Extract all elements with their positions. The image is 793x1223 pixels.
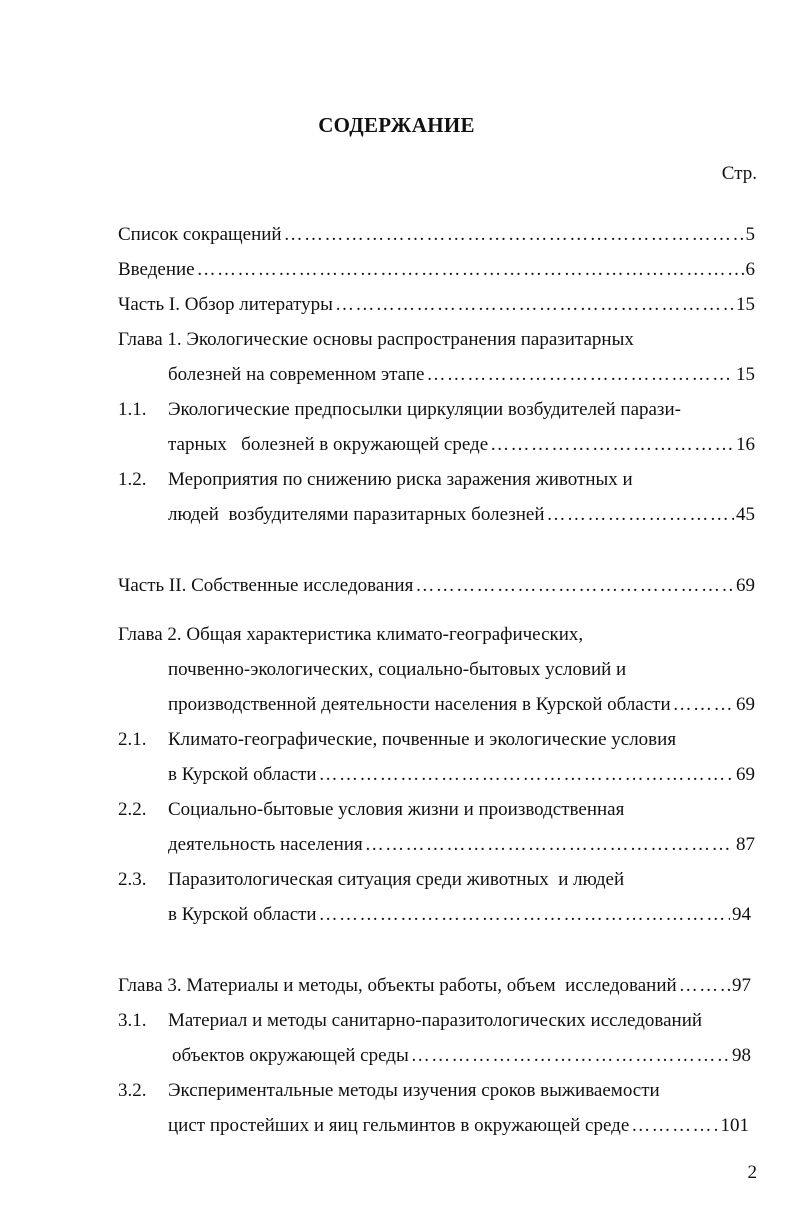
toc-entry-text: Мероприятия по снижению риска заражения животных и bbox=[168, 469, 633, 490]
toc-entry-section-3-2-line1 bbox=[118, 1079, 755, 1103]
toc-leader-dots bbox=[673, 693, 734, 717]
toc-entry-page: 69 bbox=[736, 575, 755, 596]
toc-leader-dots bbox=[631, 1114, 718, 1138]
toc-entry-text: Часть II. Собственные исследования bbox=[118, 575, 414, 596]
toc-entry-text: почвенно-экологических, социально-бытовых условий и bbox=[168, 659, 627, 680]
toc-section-number: 1.2. bbox=[118, 469, 147, 490]
toc-entry-page: 45 bbox=[736, 504, 755, 525]
toc-entry-page: 97 bbox=[732, 975, 751, 996]
toc-entry-section-1-1-line2 bbox=[168, 433, 755, 457]
toc-entry-text: производственной деятельности населения в Курской области bbox=[168, 694, 671, 715]
toc-entry-introduction bbox=[118, 258, 755, 282]
toc-entry-chapter-1-line2 bbox=[168, 363, 755, 387]
toc-section-number: 3.1. bbox=[118, 1010, 147, 1031]
toc-leader-dots bbox=[547, 503, 734, 527]
toc-entry-page: 6 bbox=[745, 259, 755, 280]
toc-entry-section-2-1-line2 bbox=[168, 763, 755, 787]
page-number: 2 bbox=[747, 1162, 757, 1183]
toc-leader-dots bbox=[426, 363, 734, 387]
page-column-label: Стр. bbox=[721, 163, 757, 184]
toc-entry-chapter-1-line1 bbox=[118, 328, 755, 352]
toc-entry-text: людей возбудителями паразитарных болезней bbox=[168, 504, 545, 525]
toc-entry-page: 69 bbox=[736, 764, 755, 785]
toc-entry-text: Материал и методы санитарно-паразитологических исследований bbox=[168, 1010, 703, 1031]
toc-section-number: 2.1. bbox=[118, 729, 147, 750]
toc-entry-chapter-3 bbox=[118, 974, 751, 998]
toc-entry-text: в Курской области bbox=[168, 764, 317, 785]
toc-entry-page: 94 bbox=[732, 904, 751, 925]
toc-entry-section-1-1-line1 bbox=[118, 398, 755, 422]
toc-entry-page: 69 bbox=[736, 694, 755, 715]
toc-entry-text: болезней на современном этапе bbox=[168, 364, 425, 385]
toc-entry-section-2-2-line2 bbox=[168, 833, 755, 857]
toc-section-number: 2.2. bbox=[118, 799, 147, 820]
toc-entry-page: 15 bbox=[736, 364, 755, 385]
toc-section-number: 1.1. bbox=[118, 399, 147, 420]
toc-entry-text: Экологические предпосылки циркуляции возбудителей парази- bbox=[168, 399, 681, 420]
toc-entry-chapter-2-line2 bbox=[168, 658, 755, 682]
toc-entry-section-2-1-line1 bbox=[118, 728, 755, 752]
toc-entry-section-1-2-line2 bbox=[168, 503, 755, 527]
toc-entry-text: Глава 3. Материалы и методы, объекты работы, объем исследований bbox=[118, 975, 677, 996]
toc-entry-text: тарных болезней в окружающей среде bbox=[168, 434, 489, 455]
toc-leader-dots bbox=[415, 574, 734, 598]
page-title: СОДЕРЖАНИЕ bbox=[318, 113, 475, 137]
toc-entry-text: Паразитологическая ситуация среди животных и людей bbox=[168, 869, 625, 890]
toc-entry-section-3-1-line1 bbox=[118, 1009, 755, 1033]
toc-entry-page: 15 bbox=[736, 294, 755, 315]
toc-entry-page: 5 bbox=[745, 224, 755, 245]
toc-leader-dots bbox=[284, 223, 744, 247]
toc-section-number: 2.3. bbox=[118, 869, 147, 890]
toc-entry-chapter-2-line3 bbox=[168, 693, 755, 717]
toc-entry-page: 98 bbox=[732, 1045, 751, 1066]
toc-entry-text: Введение bbox=[118, 259, 195, 280]
toc-entry-page: 101 bbox=[720, 1115, 749, 1136]
toc-leader-dots bbox=[319, 763, 734, 787]
toc-entry-text: Глава 2. Общая характеристика климато-географических, bbox=[118, 624, 584, 645]
toc-entry-section-2-3-line2 bbox=[168, 903, 751, 927]
toc-entry-section-3-1-line2 bbox=[172, 1044, 751, 1068]
toc-leader-dots bbox=[335, 293, 734, 317]
toc-entry-text: Социально-бытовые условия жизни и производственная bbox=[168, 799, 625, 820]
toc-entry-text: деятельность населения bbox=[168, 834, 363, 855]
toc-entry-section-2-3-line1 bbox=[118, 868, 755, 892]
toc-entry-text: объектов окружающей среды bbox=[172, 1045, 409, 1066]
toc-leader-dots bbox=[411, 1044, 730, 1068]
toc-section-number: 3.2. bbox=[118, 1080, 147, 1101]
toc-entry-text: Часть I. Обзор литературы bbox=[118, 294, 333, 315]
toc-leader-dots bbox=[679, 974, 730, 998]
toc-leader-dots bbox=[490, 433, 734, 457]
toc-entry-section-3-2-line2 bbox=[168, 1114, 749, 1138]
toc-entry-text: Глава 1. Экологические основы распространения паразитарных bbox=[118, 329, 634, 350]
toc-leader-dots bbox=[319, 903, 730, 927]
toc-entry-text: Экспериментальные методы изучения сроков выживаемости bbox=[168, 1080, 660, 1101]
toc-entry-section-2-2-line1 bbox=[118, 798, 755, 822]
toc-entry-page: 16 bbox=[736, 434, 755, 455]
toc-entry-text: цист простейших и яиц гельминтов в окружающей среде bbox=[168, 1115, 630, 1136]
toc-entry-page: 87 bbox=[736, 834, 755, 855]
toc-entry-text: Список сокращений bbox=[118, 224, 282, 245]
toc-leader-dots bbox=[197, 258, 744, 282]
toc-entry-text: Климато-географические, почвенные и экологические условия bbox=[168, 729, 677, 750]
toc-leader-dots bbox=[365, 833, 734, 857]
toc-entry-section-1-2-line1 bbox=[118, 468, 755, 492]
toc-entry-chapter-2-line1 bbox=[118, 623, 755, 647]
toc-entry-text: в Курской области bbox=[168, 904, 317, 925]
toc-entry-abbreviations bbox=[118, 223, 755, 247]
toc-entry-part-1 bbox=[118, 293, 755, 317]
toc-entry-part-2 bbox=[118, 574, 755, 598]
